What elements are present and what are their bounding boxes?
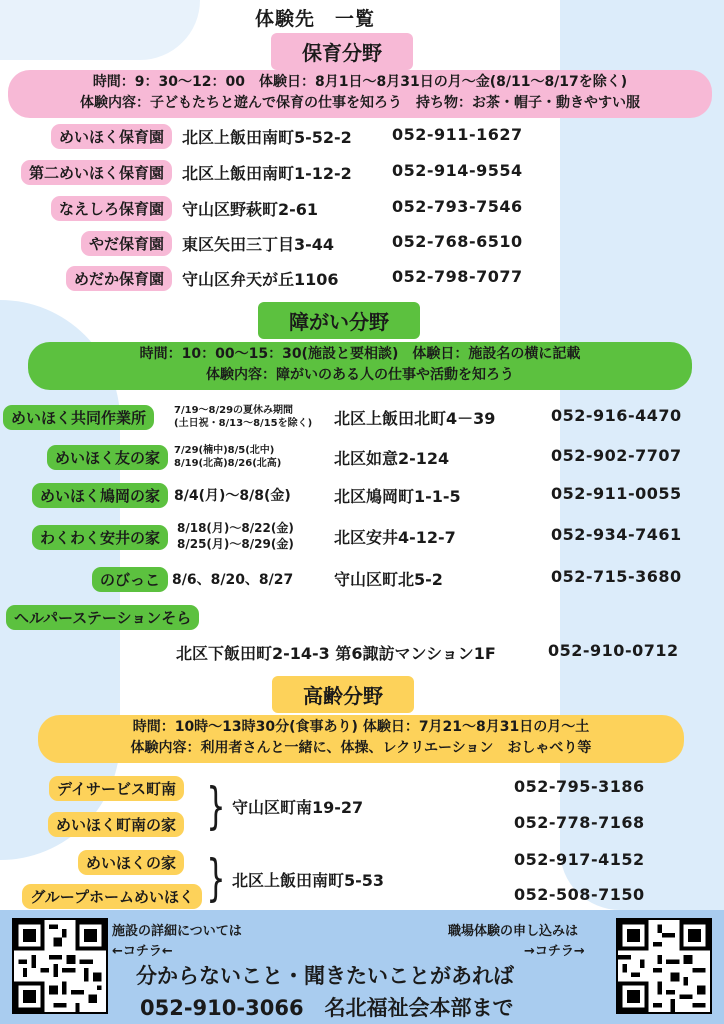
facility-address: 北区上飯田北町4－39 <box>334 409 496 428</box>
facility-date-line: (土日祝・8/13～8/15を除く) <box>174 418 313 429</box>
facility-tel: 052-798-7077 <box>392 267 523 286</box>
footer-right-caption: 職場体験の申し込みは <box>448 924 579 939</box>
facility-date <box>174 404 312 430</box>
facility-date-line: 7/29(楠中)8/5(北中) <box>174 445 275 456</box>
facility-date <box>177 520 294 552</box>
disability-info-line1: 時間：10：00～15：30(施設と要相談) 体験日：施設名の横に記載 <box>139 346 581 362</box>
facility-name: めいほく鳩岡の家 <box>32 483 168 508</box>
facility-date-line: 7/19～8/29の夏休み期間 <box>174 405 294 416</box>
facility-address: 北区安井4-12-7 <box>334 528 456 547</box>
disability-heading: 障がい分野 <box>258 302 420 339</box>
facility-address: 北区如意2-124 <box>334 449 450 468</box>
facility-name: めいほく共同作業所 <box>3 405 154 430</box>
facility-tel: 052-508-7150 <box>514 885 645 904</box>
facility-date-line: 8/25(月)～8/29(金) <box>177 537 294 551</box>
facility-date: 8/6、8/20、8/27 <box>172 572 294 588</box>
childcare-heading: 保育分野 <box>271 33 413 70</box>
facility-address: 守山区野萩町2-61 <box>182 200 319 219</box>
facility-date-line: 8/19(北高)8/26(北高) <box>174 458 282 469</box>
facility-name: わくわく安井の家 <box>32 525 168 550</box>
brace-icon: } <box>206 777 226 835</box>
footer-right-arrow: →コチラ→ <box>524 944 585 959</box>
footer-contact: 052-910-3066 名北福祉会本部まで <box>140 996 514 1020</box>
elderly-info-line2: 体験内容：利用者さんと一緒に、体操、レクリエーション おしゃべり等 <box>130 740 592 756</box>
facility-tel: 052-917-4152 <box>514 850 645 869</box>
facility-address: 東区矢田三丁目3-44 <box>182 235 335 254</box>
facility-name: めいほくの家 <box>78 850 184 875</box>
facility-name: ヘルパーステーションそら <box>6 605 199 630</box>
facility-name: デイサービス町南 <box>49 776 184 801</box>
disability-info-band <box>28 342 692 390</box>
elderly-heading: 高齢分野 <box>272 676 414 713</box>
facility-name: めいほく友の家 <box>47 445 168 470</box>
group-address: 守山区町南19-27 <box>232 798 364 817</box>
group-address: 北区上飯田南町5-53 <box>232 871 385 890</box>
facility-name: のびっこ <box>92 567 168 592</box>
background-shape-top <box>0 0 200 60</box>
elderly-info-band <box>38 715 684 763</box>
elderly-info-line1: 時間：10時～13時30分(食事あり) 体験日：7月21～8月31日の月～土 <box>132 719 590 735</box>
facility-date <box>174 444 281 470</box>
facility-address: 北区下飯田町2-14-3 第6諏訪マンション1F <box>176 644 496 663</box>
facility-tel: 052-715-3680 <box>551 567 682 586</box>
childcare-info-band <box>8 70 712 118</box>
facility-tel: 052-902-7707 <box>551 446 682 465</box>
facility-tel: 052-910-0712 <box>548 641 679 660</box>
facility-tel: 052-911-0055 <box>551 484 682 503</box>
facility-address: 北区上飯田南町5-52-2 <box>182 128 352 147</box>
facility-name: 第二めいほく保育園 <box>21 160 172 185</box>
page-title: 体験先 一覧 <box>255 8 376 30</box>
facility-name: グループホームめいほく <box>22 884 202 909</box>
footer-message: 分からないこと・聞きたいことがあれば <box>136 964 514 988</box>
facility-tel: 052-778-7168 <box>514 813 645 832</box>
facility-tel: 052-795-3186 <box>514 777 645 796</box>
qr-code-details-icon[interactable] <box>12 918 108 1014</box>
disability-info-line2: 体験内容：障がいのある人の仕事や活動を知ろう <box>206 367 514 383</box>
facility-date-line: 8/18(月)～8/22(金) <box>177 521 294 535</box>
facility-tel: 052-914-9554 <box>392 161 523 180</box>
footer-left-caption: 施設の詳細については <box>112 924 242 939</box>
facility-tel: 052-793-7546 <box>392 197 523 216</box>
facility-address: 北区鳩岡町1-1-5 <box>334 487 461 506</box>
facility-tel: 052-916-4470 <box>551 406 682 425</box>
facility-date: 8/4(月)～8/8(金) <box>174 488 291 504</box>
facility-name: やだ保育園 <box>81 231 172 256</box>
childcare-info-line1: 時間：9：30～12：00 体験日：8月1日～8月31日の月～金(8/11～8/17を除く) <box>92 74 628 90</box>
facility-name: めいほく町南の家 <box>48 812 184 837</box>
facility-name: めいほく保育園 <box>51 124 172 149</box>
facility-address: 北区上飯田南町1-12-2 <box>182 164 352 183</box>
facility-name: なえしろ保育園 <box>51 196 172 221</box>
facility-tel: 052-911-1627 <box>392 125 523 144</box>
facility-address: 守山区弁天が丘1106 <box>182 270 339 289</box>
childcare-info-line2: 体験内容：子どもたちと遊んで保育の仕事を知ろう 持ち物：お茶・帽子・動きやすい服 <box>80 95 640 111</box>
facility-tel: 052-934-7461 <box>551 525 682 544</box>
facility-tel: 052-768-6510 <box>392 232 523 251</box>
brace-icon: } <box>206 849 226 907</box>
facility-name: めだか保育園 <box>66 266 172 291</box>
qr-code-apply-icon[interactable] <box>616 918 712 1014</box>
facility-address: 守山区町北5-2 <box>334 570 443 589</box>
footer-left-arrow: ←コチラ← <box>112 944 173 959</box>
